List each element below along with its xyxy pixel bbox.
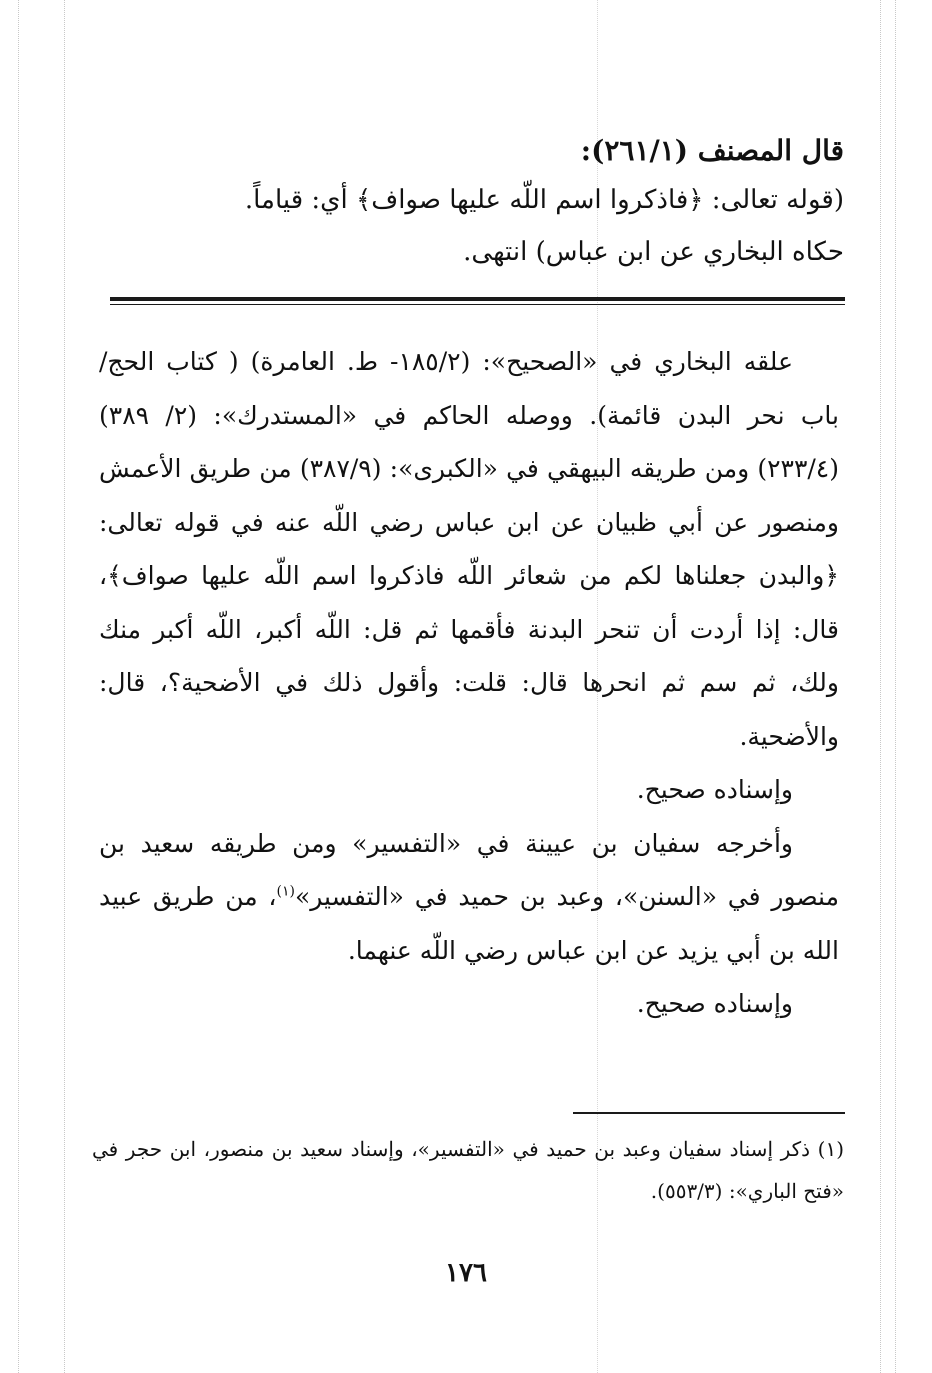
- section-heading: قال المصنف (٢٦١/١):: [580, 134, 844, 167]
- footnote-number: (١): [817, 1137, 845, 1161]
- page-number: ١٧٦: [445, 1258, 487, 1288]
- scan-artifact-right: [895, 0, 896, 1373]
- paragraph-sufyan-part1: وأخرجه سفيان بن عيينة في «التفسير» ومن طريقه سعيد بن منصور في «السنن»، وعبد بن حميد في «التفسير»: [99, 828, 839, 911]
- paragraph-sufyan: [99, 817, 839, 978]
- footnote-marker[interactable]: (١): [276, 883, 295, 900]
- scan-artifact-left-inner: [64, 0, 65, 1373]
- paragraph-takhrij: علقه البخاري في «الصحيح»: (١٨٥/٢- ط. العامرة) ( كتاب الحج/ باب نحر البدن قائمة). ووصله الحاكم في «المستدرك»: (٢/ ٣٨٩) (٢٣٣/٤) ومن طريقه البيهقي في «الكبرى»: (٣٨٧/٩) من طريق الأعمش ومنصور عن أبي ظبيان عن ابن عباس رضي اللّه عنه في قوله تعالى: ﴿والبدن جعلناها لكم من شعائر اللّه فاذكروا اسم اللّه عليها صواف﴾، قال: إذا أردت أن تنحر البدنة فأقمها ثم قل: اللّه أكبر، اللّه أكبر منك ولك، ثم سم ثم انحرها قال: قلت: وأقول ذلك في الأضحية؟، قال: والأضحية.: [99, 347, 840, 751]
- quote-line-1: (قوله تعالى: ﴿فاذكروا اسم اللّه عليها صواف﴾ أي: قياماً.: [244, 185, 844, 215]
- separator-rule-thin: [110, 304, 845, 305]
- footnote-text: ذكر إسناد سفيان وعبد بن حميد في «التفسير»، وإسناد سعيد بن منصور، ابن حجر في «فتح الباري»: (٥٥٣/٣).: [92, 1137, 844, 1203]
- scan-artifact-right-inner: [880, 0, 881, 1373]
- paragraph-isnad-2: وإسناده صحيح.: [636, 989, 793, 1018]
- paragraph-isnad-1: وإسناده صحيح.: [636, 775, 793, 804]
- paragraph-sufyan-part2: ، من طريق عبيد الله بن أبي يزيد عن ابن عباس رضي اللّه عنهما.: [99, 882, 839, 965]
- footnote: [92, 1128, 844, 1212]
- scan-artifact-left: [18, 0, 19, 1373]
- commentary-body: [99, 335, 839, 1031]
- footnote-rule: [573, 1112, 845, 1114]
- quote-line-2: حكاه البخاري عن ابن عباس) انتهى.: [463, 237, 844, 267]
- separator-rule-thick: [110, 297, 845, 301]
- quoted-text-block: [124, 128, 844, 278]
